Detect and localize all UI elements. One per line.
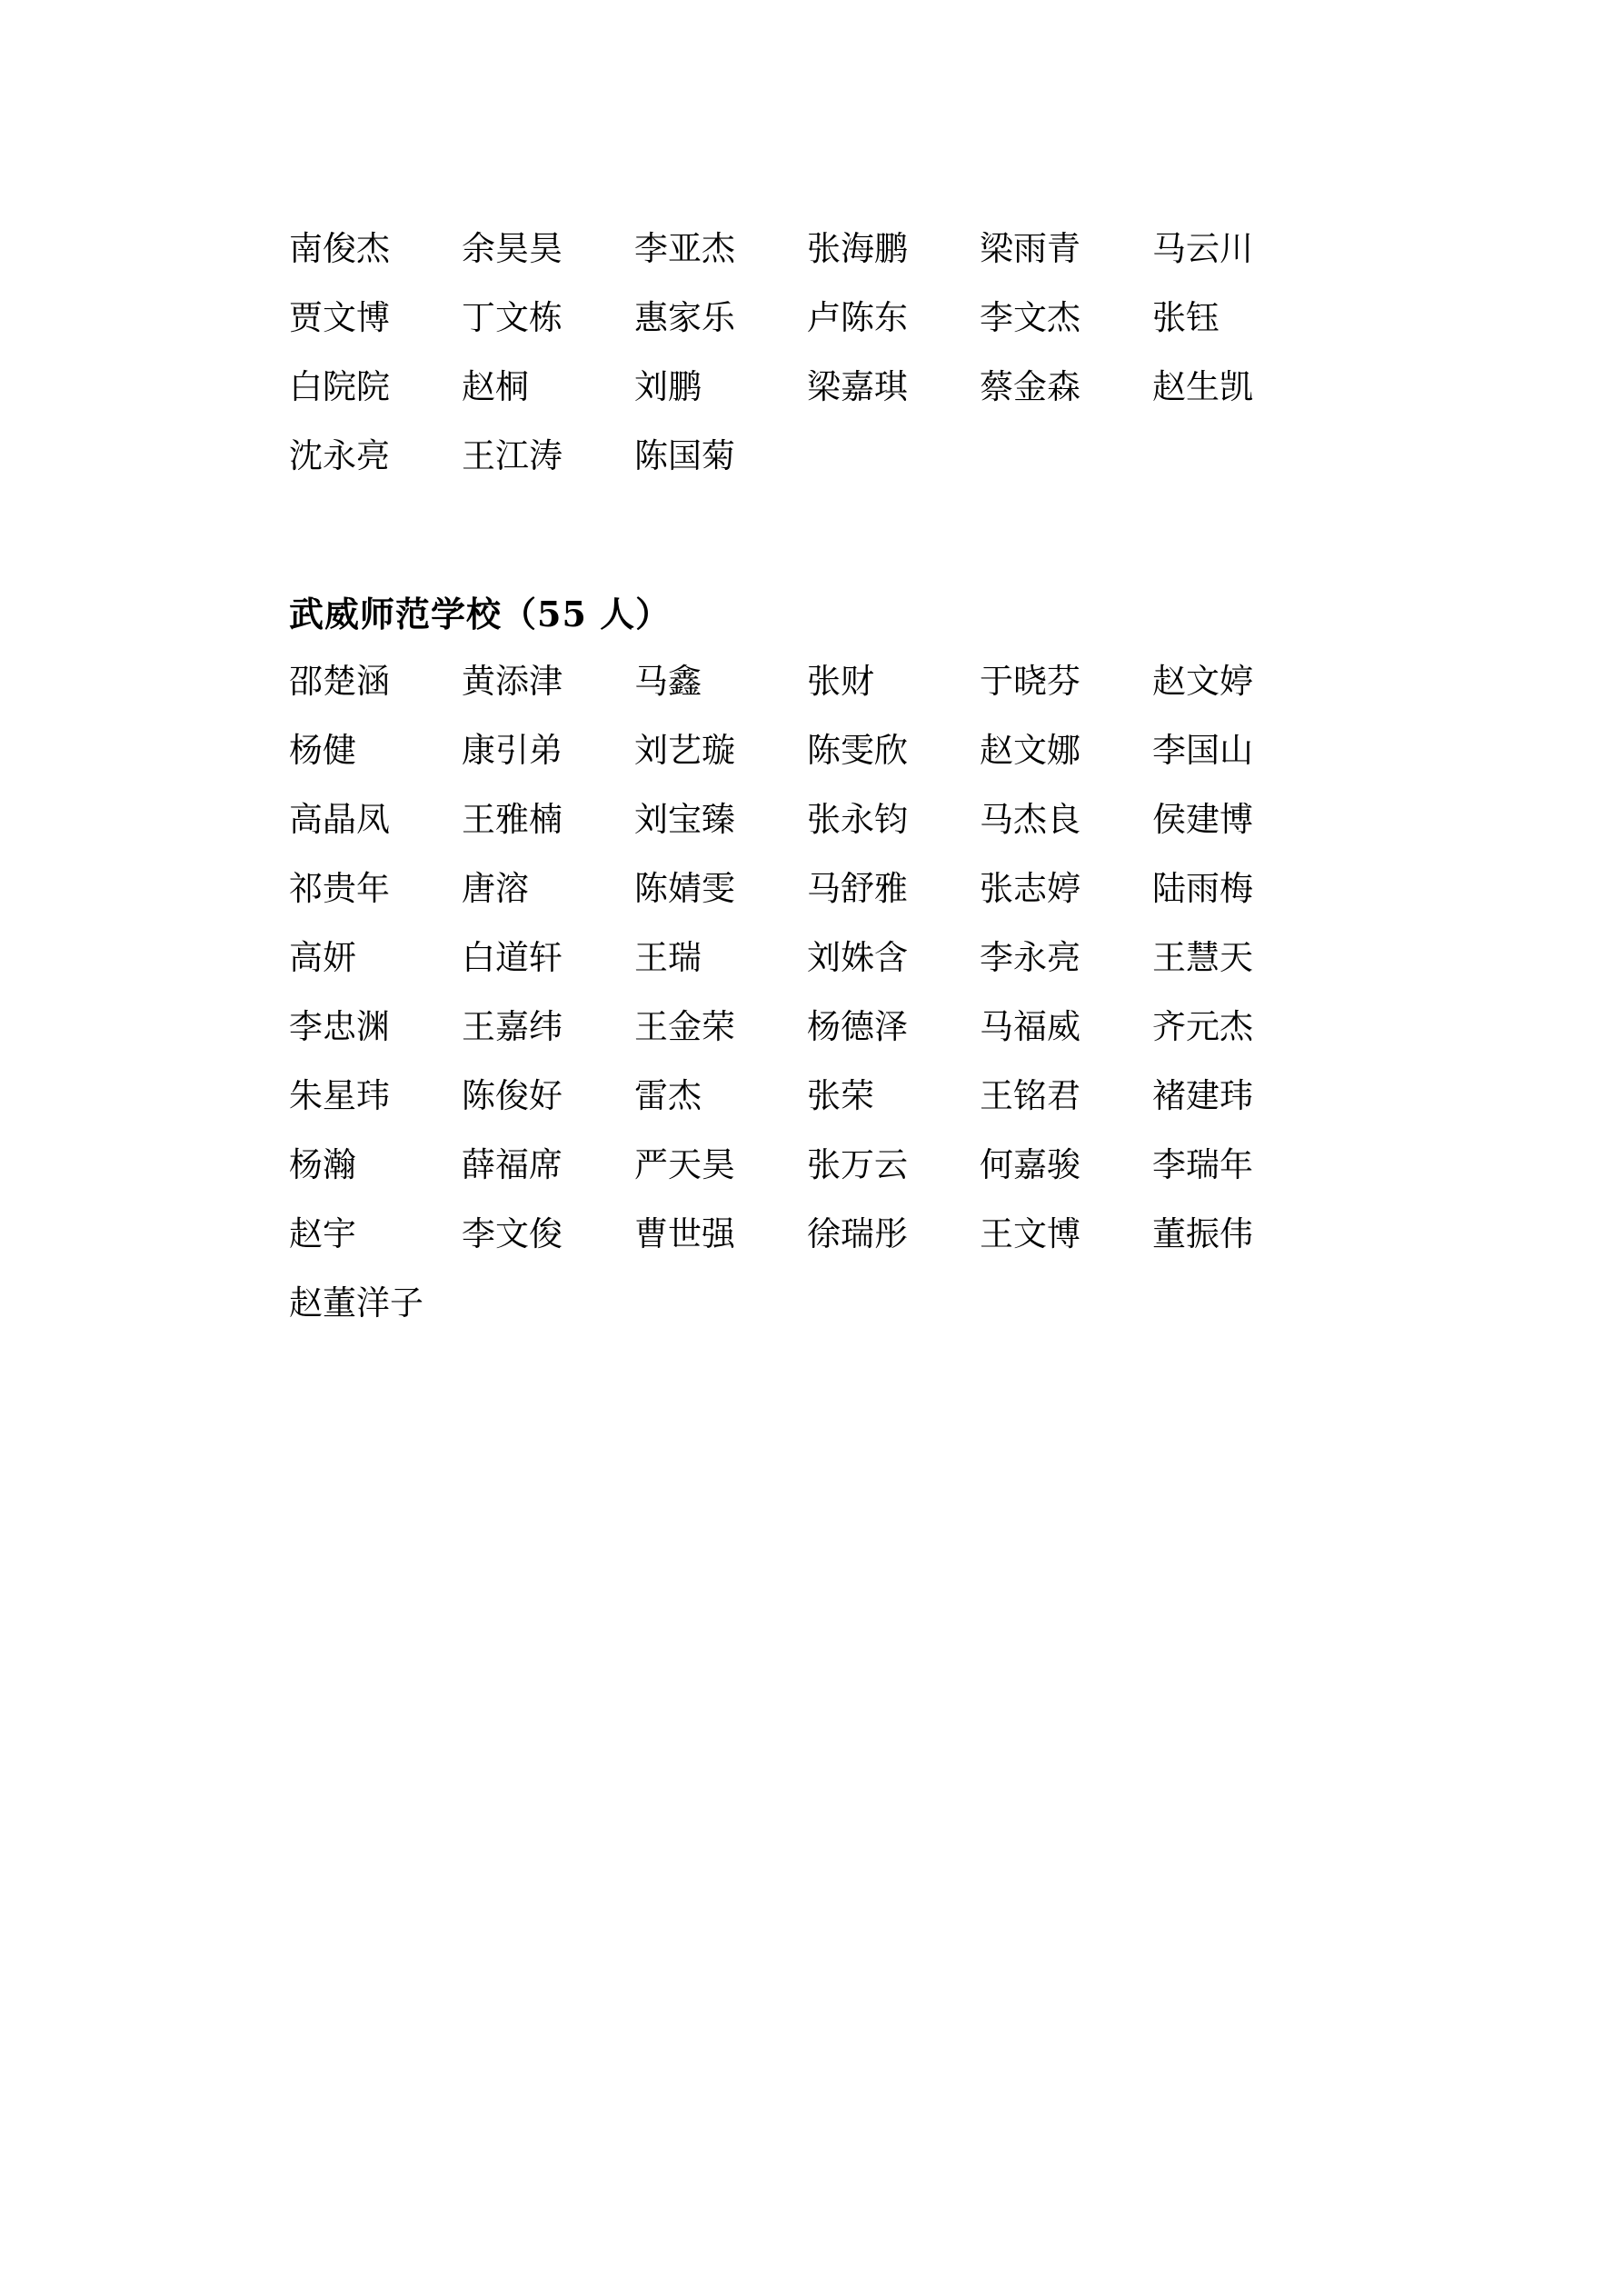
person-name: 梁嘉琪 — [807, 367, 908, 406]
person-name: 赵桐 — [462, 367, 529, 406]
person-name: 王江涛 — [462, 436, 563, 475]
person-name: 齐元杰 — [1152, 1007, 1253, 1046]
list-item — [462, 225, 634, 273]
table-row — [289, 364, 1325, 411]
table-row — [289, 225, 1325, 273]
list-item — [1152, 1142, 1325, 1189]
person-name: 白院院 — [289, 367, 390, 406]
person-name: 马鑫 — [634, 662, 702, 701]
person-name: 刘姝含 — [807, 938, 908, 977]
person-name: 马杰良 — [980, 800, 1080, 839]
table-row — [289, 1211, 1325, 1258]
section-title: 武威师范学校（55 人） — [289, 594, 672, 634]
person-name: 马福威 — [980, 1007, 1080, 1046]
person-name: 王金荣 — [634, 1007, 735, 1046]
person-name: 曹世强 — [634, 1214, 735, 1253]
list-item — [289, 1142, 462, 1189]
person-name: 蔡金森 — [980, 367, 1080, 406]
person-name: 李国山 — [1152, 731, 1253, 770]
list-item — [980, 1211, 1152, 1258]
list-item — [462, 796, 634, 844]
list-item — [289, 364, 462, 411]
person-name: 刘鹏 — [634, 367, 702, 406]
person-name: 王雅楠 — [462, 800, 563, 839]
person-name: 赵文婷 — [1152, 662, 1253, 701]
person-name: 赵宇 — [289, 1214, 356, 1253]
person-name: 张钰 — [1152, 298, 1220, 337]
list-item — [289, 1280, 462, 1327]
person-name: 王瑞 — [634, 938, 702, 977]
person-name: 侯建博 — [1152, 800, 1253, 839]
list-item — [289, 294, 462, 342]
list-item — [634, 934, 807, 982]
person-name: 马云川 — [1152, 229, 1253, 268]
list-item — [634, 225, 807, 273]
list-item — [634, 433, 807, 480]
list-item — [462, 294, 634, 342]
name-list-block-wuwei — [289, 589, 1325, 1327]
person-name: 董振伟 — [1152, 1214, 1253, 1253]
person-name: 王文博 — [980, 1214, 1080, 1253]
person-name: 李亚杰 — [634, 229, 735, 268]
list-item — [980, 727, 1152, 774]
person-name: 李瑞年 — [1152, 1145, 1253, 1184]
list-item — [289, 727, 462, 774]
person-name: 刘艺璇 — [634, 731, 735, 770]
list-item — [462, 934, 634, 982]
person-name: 褚建玮 — [1152, 1076, 1253, 1115]
table-row — [289, 796, 1325, 844]
person-name: 李忠渊 — [289, 1007, 390, 1046]
section-spacer — [289, 502, 1325, 589]
list-item — [634, 658, 807, 705]
list-item — [807, 294, 980, 342]
person-name: 康引弟 — [462, 731, 563, 770]
person-name: 赵文娜 — [980, 731, 1080, 770]
list-item — [289, 433, 462, 480]
person-name: 陈婧雯 — [634, 869, 735, 908]
list-item — [289, 658, 462, 705]
person-name: 刘宝臻 — [634, 800, 735, 839]
person-name: 余昊昊 — [462, 229, 563, 268]
person-name: 祁贵年 — [289, 869, 390, 908]
person-name: 陈国菊 — [634, 436, 735, 475]
person-name: 梁雨青 — [980, 229, 1080, 268]
list-item — [462, 1073, 634, 1120]
list-item — [289, 934, 462, 982]
person-name: 高妍 — [289, 938, 356, 977]
list-item — [1152, 294, 1325, 342]
table-row — [289, 433, 1325, 480]
list-item — [807, 225, 980, 273]
person-name: 严天昊 — [634, 1145, 735, 1184]
list-item — [289, 865, 462, 913]
person-name: 张财 — [807, 662, 874, 701]
list-item — [462, 1003, 634, 1051]
list-item — [634, 294, 807, 342]
person-name: 张万云 — [807, 1145, 908, 1184]
person-name: 雷杰 — [634, 1076, 702, 1115]
list-item — [807, 1211, 980, 1258]
list-item — [462, 433, 634, 480]
table-row — [289, 934, 1325, 982]
document-content — [289, 225, 1325, 1349]
person-name: 张志婷 — [980, 869, 1080, 908]
person-name: 陆雨梅 — [1152, 869, 1253, 908]
list-item — [634, 1211, 807, 1258]
person-name: 邵楚涵 — [289, 662, 390, 701]
person-name: 王嘉纬 — [462, 1007, 563, 1046]
table-row — [289, 1073, 1325, 1120]
person-name: 张永钧 — [807, 800, 908, 839]
list-item — [1152, 727, 1325, 774]
list-item — [462, 658, 634, 705]
person-name: 陈雯欣 — [807, 731, 908, 770]
person-name: 白道轩 — [462, 938, 563, 977]
list-item — [807, 1073, 980, 1120]
name-list-block-continued — [289, 225, 1325, 480]
table-row — [289, 727, 1325, 774]
list-item — [289, 225, 462, 273]
list-item — [980, 934, 1152, 982]
list-item — [980, 658, 1152, 705]
list-item — [289, 1003, 462, 1051]
list-item — [634, 865, 807, 913]
list-item — [980, 1142, 1152, 1189]
list-item — [634, 796, 807, 844]
list-item — [289, 796, 462, 844]
list-item — [1152, 225, 1325, 273]
list-item — [1152, 865, 1325, 913]
list-item — [980, 294, 1152, 342]
list-item — [634, 1003, 807, 1051]
person-name: 李文俊 — [462, 1214, 563, 1253]
list-item — [1152, 1003, 1325, 1051]
person-name: 杨德泽 — [807, 1007, 908, 1046]
list-item — [634, 727, 807, 774]
list-item — [980, 225, 1152, 273]
table-row — [289, 1003, 1325, 1051]
person-name: 陈俊好 — [462, 1076, 563, 1115]
table-row — [289, 658, 1325, 705]
person-name: 李文杰 — [980, 298, 1080, 337]
list-item — [634, 1142, 807, 1189]
list-item — [462, 1211, 634, 1258]
person-name: 沈永亮 — [289, 436, 390, 475]
list-item — [462, 727, 634, 774]
person-name: 赵生凯 — [1152, 367, 1253, 406]
list-item — [289, 1211, 462, 1258]
person-name: 惠家乐 — [634, 298, 735, 337]
list-item — [980, 364, 1152, 411]
person-name: 高晶凤 — [289, 800, 390, 839]
person-name: 何嘉骏 — [980, 1145, 1080, 1184]
person-name: 杨健 — [289, 731, 356, 770]
list-item — [289, 1073, 462, 1120]
list-item — [807, 727, 980, 774]
list-item — [1152, 1211, 1325, 1258]
person-name: 贾文博 — [289, 298, 390, 337]
table-row — [289, 1142, 1325, 1189]
list-item — [980, 865, 1152, 913]
person-name: 王铭君 — [980, 1076, 1080, 1115]
list-item — [807, 865, 980, 913]
person-name: 丁文栋 — [462, 298, 563, 337]
list-item — [1152, 364, 1325, 411]
list-item — [980, 796, 1152, 844]
list-item — [462, 364, 634, 411]
person-name: 张荣 — [807, 1076, 874, 1115]
person-name: 徐瑞彤 — [807, 1214, 908, 1253]
person-name: 赵董洋子 — [289, 1283, 423, 1323]
list-item — [980, 1003, 1152, 1051]
person-name: 王慧天 — [1152, 938, 1253, 977]
list-item — [1152, 658, 1325, 705]
person-name: 黄添津 — [462, 662, 563, 701]
list-item — [1152, 934, 1325, 982]
list-item — [462, 1142, 634, 1189]
table-row — [289, 865, 1325, 913]
person-name: 薛福席 — [462, 1145, 563, 1184]
list-item — [807, 796, 980, 844]
list-item — [1152, 1073, 1325, 1120]
list-item — [807, 1003, 980, 1051]
list-item — [807, 364, 980, 411]
person-name: 于晓芬 — [980, 662, 1080, 701]
person-name: 卢陈东 — [807, 298, 908, 337]
person-name: 张海鹏 — [807, 229, 908, 268]
list-item — [980, 1073, 1152, 1120]
person-name: 马舒雅 — [807, 869, 908, 908]
list-item — [807, 934, 980, 982]
list-item — [634, 364, 807, 411]
list-item — [807, 1142, 980, 1189]
person-name: 南俊杰 — [289, 229, 390, 268]
list-item — [1152, 796, 1325, 844]
list-item — [634, 1073, 807, 1120]
person-name: 朱星玮 — [289, 1076, 390, 1115]
person-name: 唐溶 — [462, 869, 529, 908]
person-name: 杨瀚 — [289, 1145, 356, 1184]
table-row — [289, 1280, 1325, 1327]
table-row — [289, 294, 1325, 342]
list-item — [462, 865, 634, 913]
list-item — [807, 658, 980, 705]
person-name: 李永亮 — [980, 938, 1080, 977]
